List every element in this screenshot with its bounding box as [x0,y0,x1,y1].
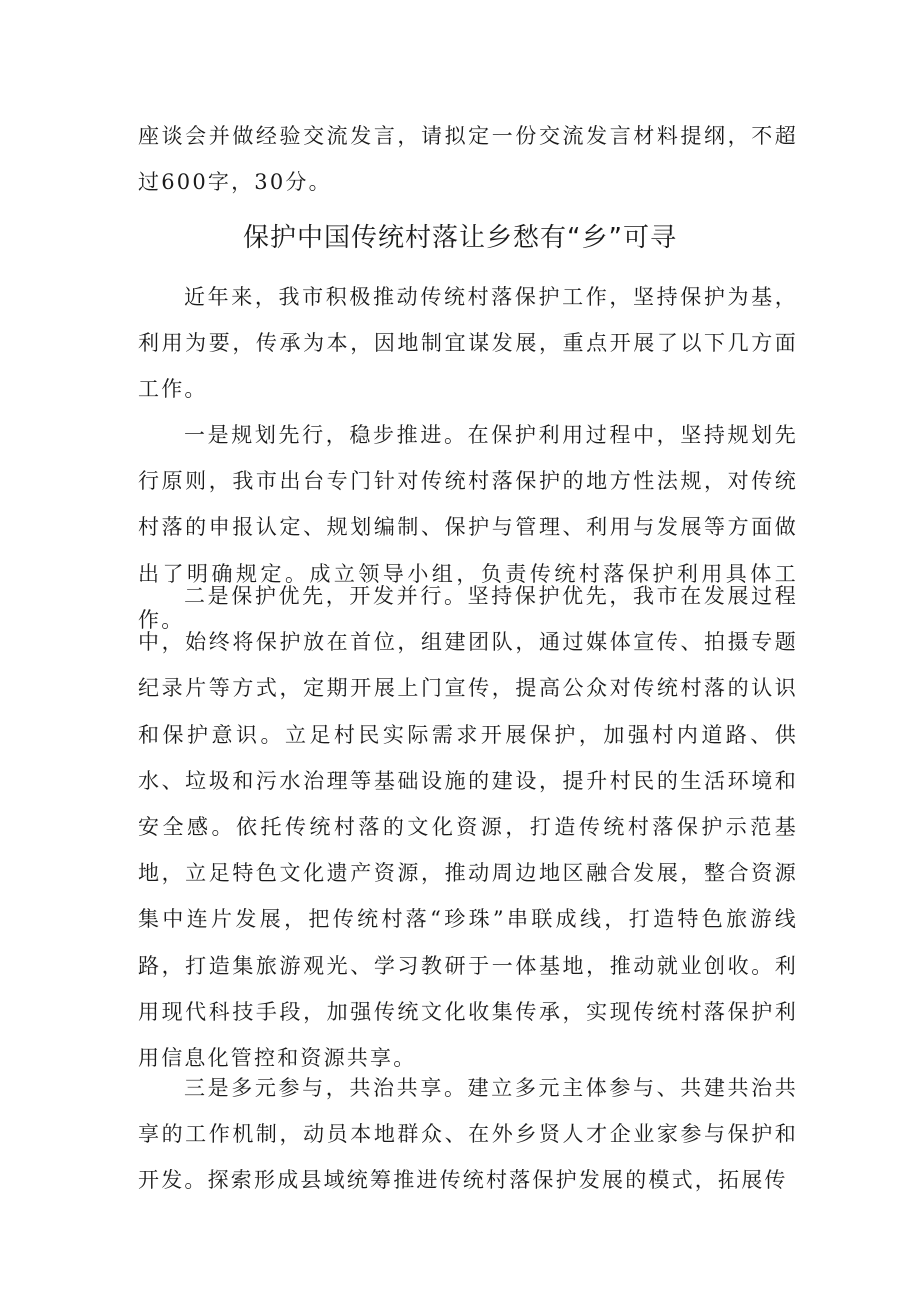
intro-text: 座谈会并做经验交流发言，请拟定一份交流发言材料提纲，不超过600字，30分。 [138,124,798,195]
paragraph-protection: 二是保护优先，开发并行。坚持保护优先，我市在发展过程中，始终将保护放在首位，组建团队，通过媒体宣传、拍摄专题纪录片等方式，定期开展上门宣传，提高公众对传统村落的认识和保护意识。立足村民实际需求开展保护，加强村内道路、供水、垃圾和污水治理等基础设施的建设，提升村民的生活环境和安全感。依托传统村落的文化资源，打造传统村落保护示范基地，立足特色文化遗产资源，推动周边地区融合发展，整合资源集中连片发展，把传统村落“珍珠”串联成线，打造特色旅游线路，打造集旅游观光、学习教研于一体基地，推动就业创收。利用现代科技手段，加强传统文化收集传承，实现传统村落保护利用信息化管控和资源共享。 [138,584,798,1071]
paragraph-intro: 近年来，我市积极推动传统村落保护工作，坚持保护为基，利用为要，传承为本，因地制宜谋发展，重点开展了以下几方面工作。 [138,285,798,402]
paragraph-participation: 三是多元参与，共治共享。建立多元主体参与、共建共治共享的工作机制，动员本地群众、在外乡贤人才企业家参与保护和开发。探索形成县域统筹推进传统村落保护发展的模式，拓展传 [138,1076,798,1193]
paragraph-planning: 一是规划先行，稳步推进。在保护利用过程中，坚持规划先行原则，我市出台专门针对传统村落保护的地方性法规，对传统村落的申报认定、规划编制、保护与管理、利用与发展等方面做出了明确规定。成立领导小组，负责传统村落保护利用具体工作。 [138,423,798,632]
document-title: 保护中国传统村落让乡愁有“乡”可寻 [243,223,677,253]
